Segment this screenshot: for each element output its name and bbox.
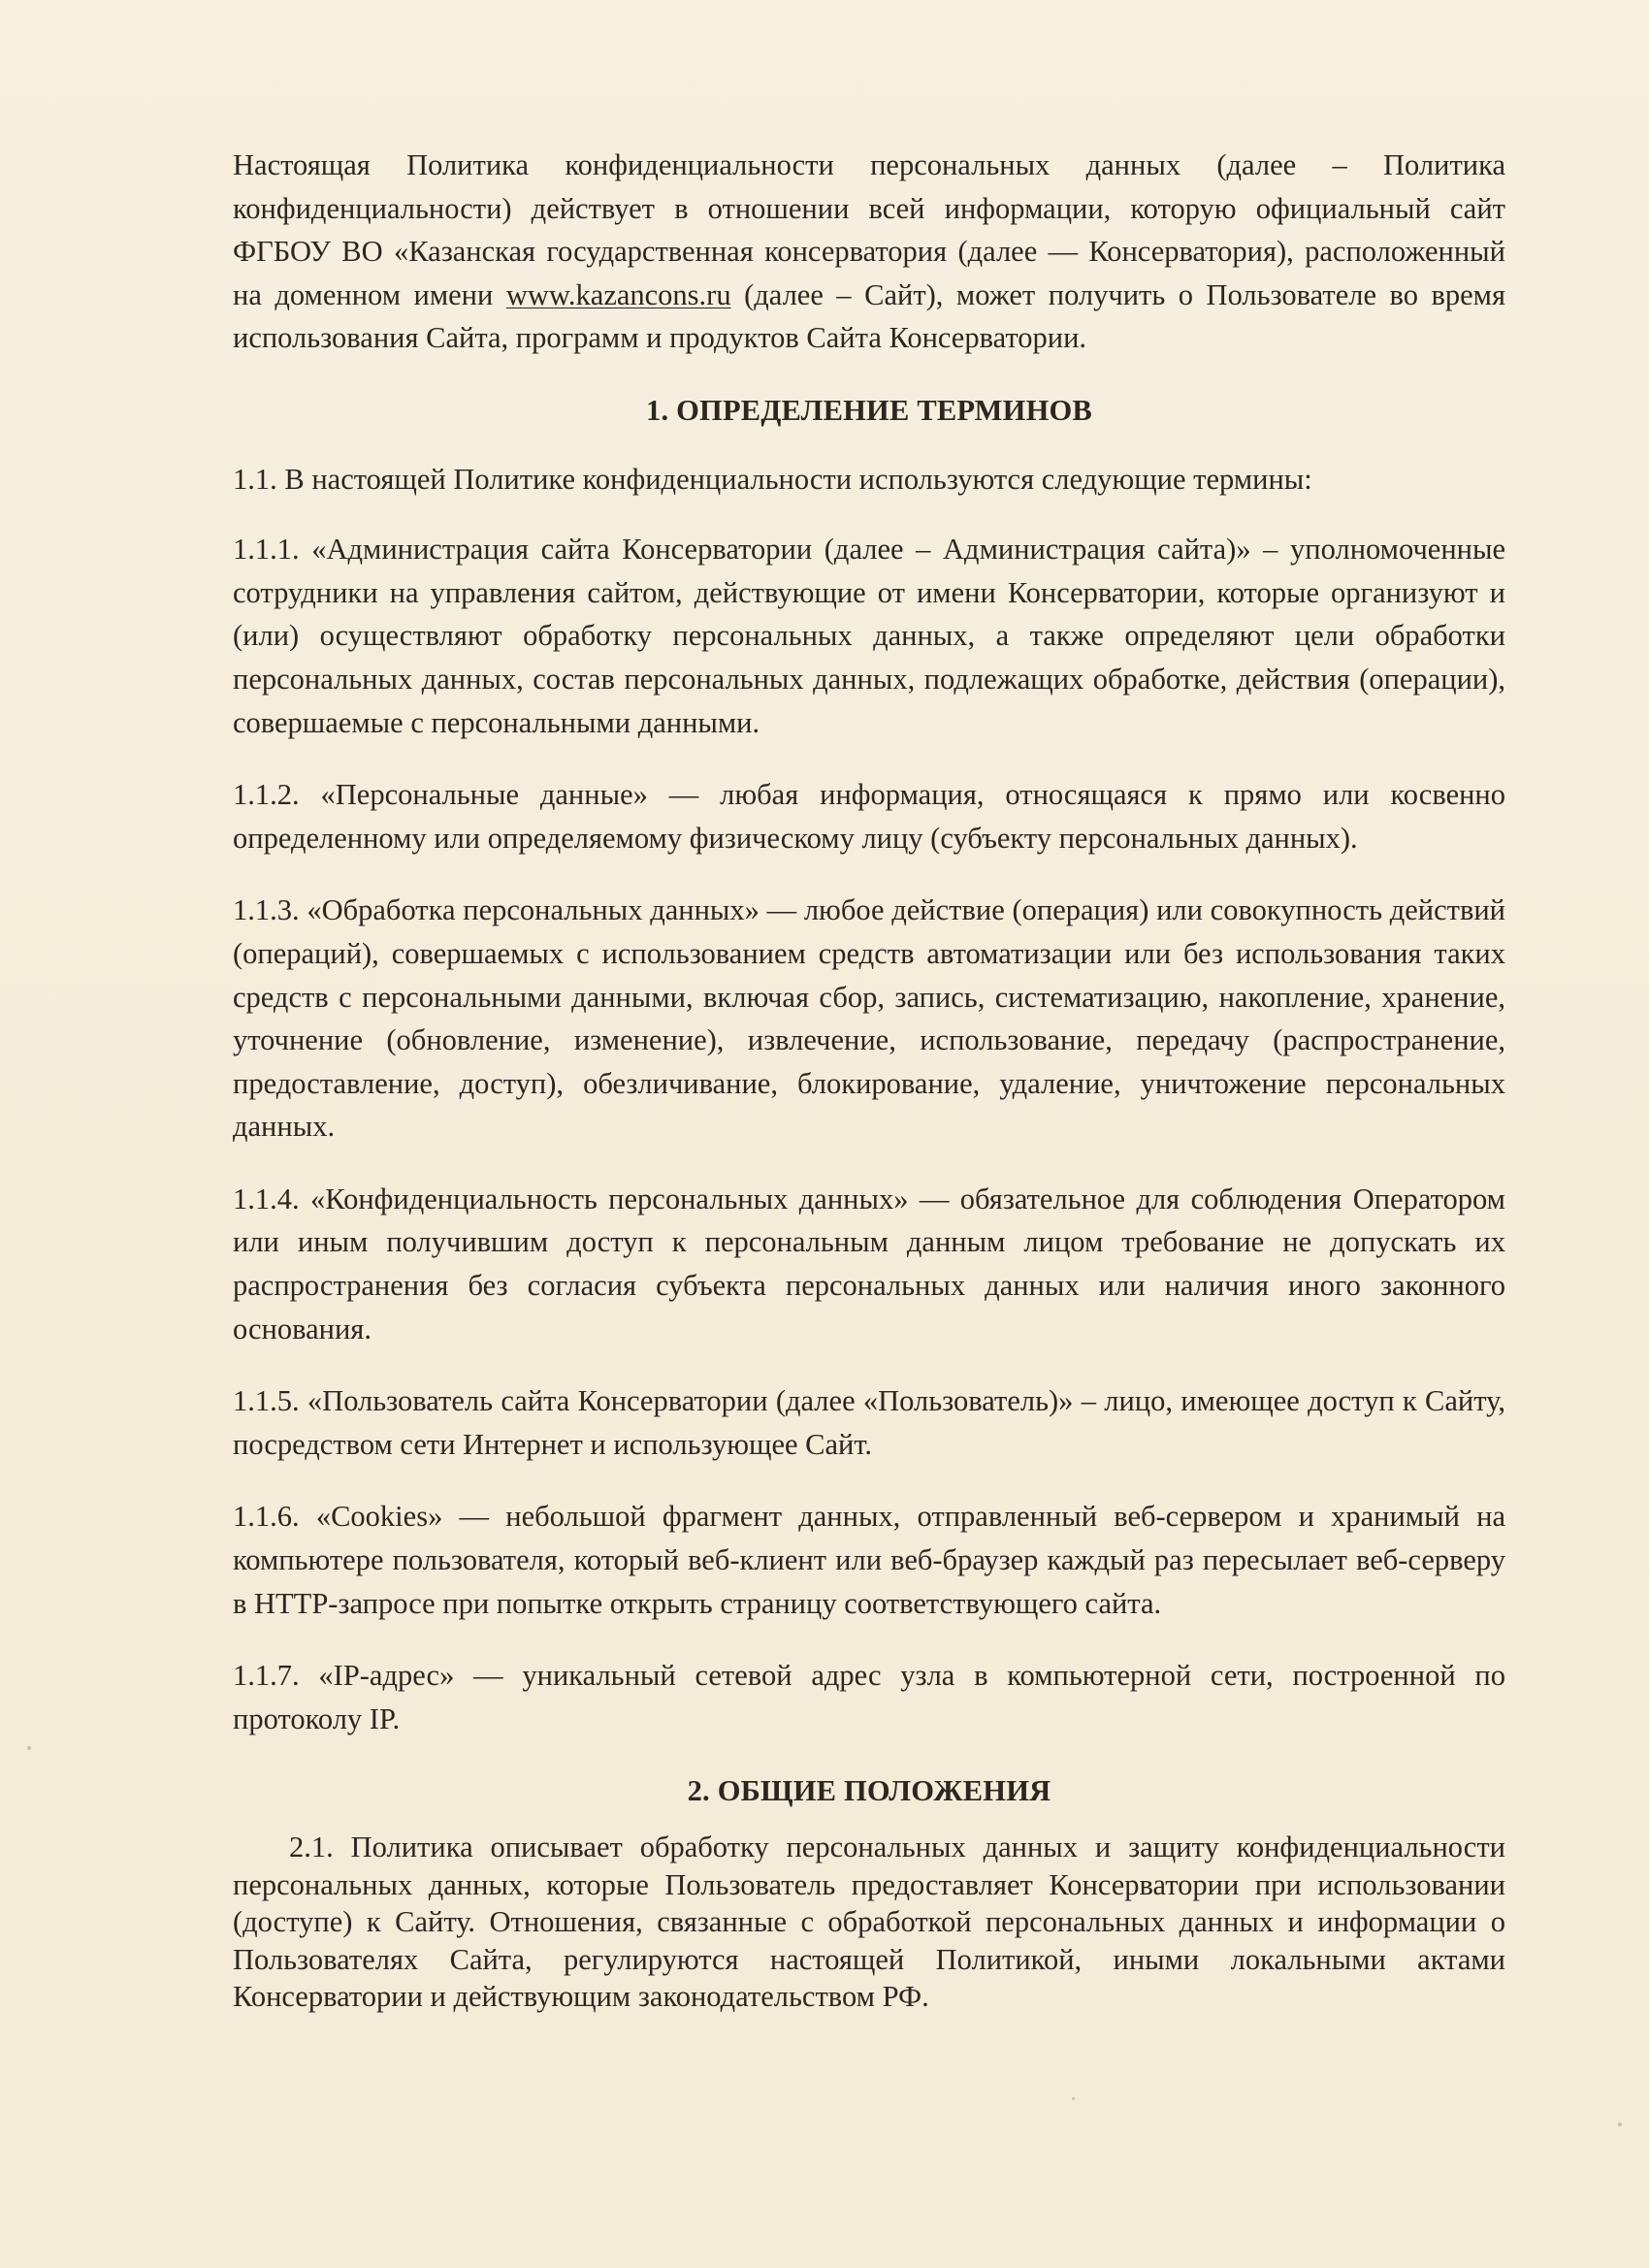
intro-paragraph — [233, 144, 1505, 360]
scan-speck — [1072, 2097, 1075, 2100]
term-cookies: 1.1.6. «Cookies» — небольшой фрагмент данных, отправленный веб-сервером и хранимый на компьютере пользователя, который веб-клиент или веб-браузер каждый раз пересылает веб-серверу в HTTP-запросе при попытке открыть страницу соответствующего сайта. — [233, 1500, 1505, 1620]
terms-lead-paragraph: 1.1. В настоящей Политике конфиденциальности используются следующие термины: — [233, 462, 1312, 496]
term-ip-address: 1.1.7. «IP-адрес» — уникальный сетевой адрес узла в компьютерной сети, построенной по протоколу IP. — [233, 1659, 1505, 1735]
intro-text-start: Настоящая Политика конфиденциальности персональных данных (далее – Политика конфиденциальности) действует в отношении всей информации, которую официальный сайт ФГБОУ ВО «Казанская государственная консерватория (далее — Консерватория), расположенный на доменном имени — [233, 148, 1505, 311]
section-2-heading: 2. ОБЩИЕ ПОЛОЖЕНИЯ — [687, 1774, 1051, 1808]
term-site-user: 1.1.5. «Пользователь сайта Консерватории (далее «Пользователь)» – лицо, имеющее доступ к Сайту, посредством сети Интернет и использующее Сайт. — [233, 1384, 1505, 1461]
term-data-processing: 1.1.3. «Обработка персональных данных» — любое действие (операция) или совокупность действий (операций), совершаемых с использованием средств автоматизации или без использования таких средств с персональными данными, включая сбор, запись, систематизацию, накопление, хранение, уточнение (обновление, изменение), извлечение, использование, передачу (распространение, предоставление, доступ), обезличивание, блокирование, удаление, уничтожение персональных данных. — [233, 893, 1505, 1144]
term-data-confidentiality: 1.1.4. «Конфиденциальность персональных данных» — обязательное для соблюдения Оператором или иным получившим доступ к персональным данным лицом требование не допускать их распространения без согласия субъекта персональных данных или наличия иного законного основания. — [233, 1182, 1505, 1345]
section-1-heading: 1. ОПРЕДЕЛЕНИЕ ТЕРМИНОВ — [646, 393, 1092, 427]
term-administration: 1.1.1. «Администрация сайта Консерватории (далее – Администрация сайта)» – уполномоченные сотрудники на управления сайтом, действующие от имени Консерватории, которые организуют и (или) осуществляют обработку персональных данных, а также определяют цели обработки персональных данных, состав персональных данных, подлежащих обработке, действия (операции), совершаемые с персональными данными. — [233, 533, 1505, 739]
scan-speck — [1618, 2122, 1622, 2126]
site-domain-link[interactable]: www.kazancons.ru — [505, 277, 731, 311]
general-provisions-paragraph: 2.1. Политика описывает обработку персональных данных и защиту конфиденциальности персональных данных, которые Пользователь предоставляет Консерватории при использовании (доступе) к Сайту. Отношения, связанные с обработкой персональных данных и информации о Пользователях Сайта, регулируются настоящей Политикой, иными локальными актами Консерватории и действующим законодательством РФ. — [233, 1831, 1505, 2013]
intro-text-end: (далее – Сайт), может получить о Пользователе во время использования Сайта, программ и продуктов Сайта Консерватории. — [233, 277, 1505, 355]
scan-speck — [27, 1746, 31, 1750]
term-personal-data: 1.1.2. «Персональные данные» — любая информация, относящаяся к прямо или косвенно определенному или определяемому физическому лицу (субъекту персональных данных). — [233, 778, 1505, 855]
